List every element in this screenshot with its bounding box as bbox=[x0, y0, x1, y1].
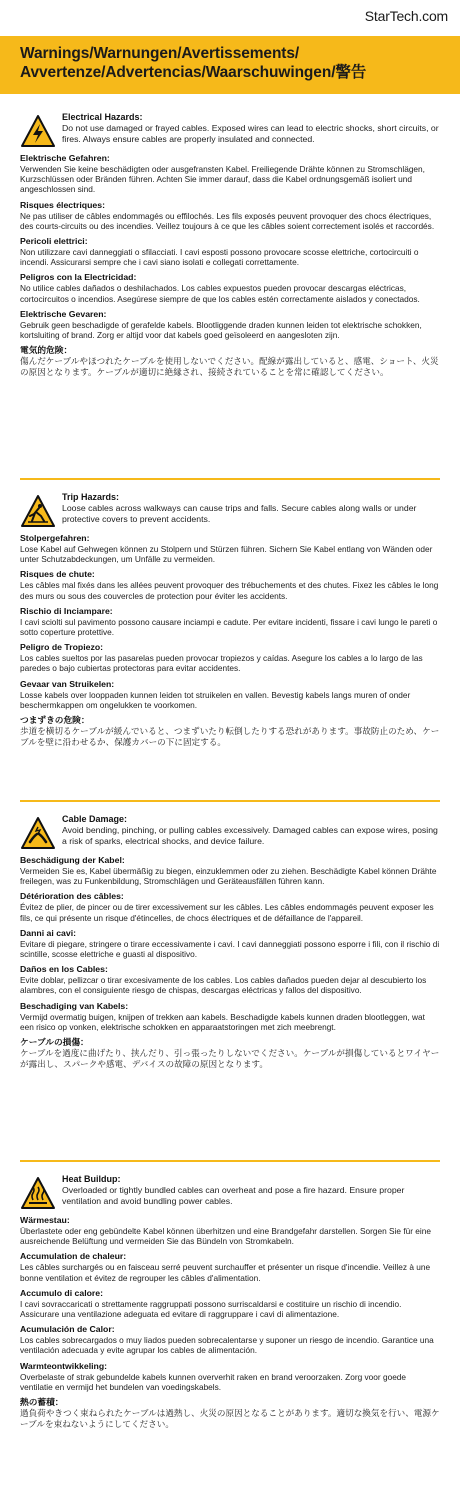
lang-block-nl bbox=[20, 1361, 440, 1392]
block-text: Ne pas utiliser de câbles endommagés ou effilochés. Les fils exposés peuvent provoquer des chocs électriques, des courts-circuits ou des incendies. Veillez toujours à ce que les câbles soient correctement isolés et raccordés. bbox=[20, 210, 435, 231]
block-text: 傷んだケーブルやほつれたケーブルを使用しないでください。配線が露出していると、感電、ショート、火災の原因となります。ケーブルが適切に絶縁され、接続されていることを常に確認してください。 bbox=[20, 356, 439, 378]
block-title: Détérioration des câbles: bbox=[20, 891, 124, 902]
lang-block-es bbox=[20, 272, 440, 303]
lang-block-nl bbox=[20, 679, 440, 710]
block-title: Wärmestau: bbox=[20, 1215, 70, 1225]
block-text: I cavi sovraccaricati o strettamente raggruppati possono surriscaldarsi e costituire un rischio di incendio. Assicurare una ventilazione adeguata ed evitare di raggruppare i cavi di alimentazione. bbox=[20, 1298, 402, 1320]
logo-suffix: .com bbox=[418, 8, 448, 24]
block-title: Accumulo di calore: bbox=[20, 1287, 104, 1298]
lang-block-ja bbox=[20, 345, 440, 378]
brand-logo bbox=[365, 8, 448, 24]
block-title: Rischio di Inciampare: bbox=[20, 605, 113, 616]
block-title: Accumulation de chaleur: bbox=[20, 1251, 127, 1262]
section-head bbox=[20, 814, 440, 850]
section-head bbox=[20, 492, 440, 528]
block-text: Lose Kabel auf Gehwegen können zu Stolpern und Stürzen führen. Sichern Sie Kabel entlang von Wänden oder unter Schutzabdeckungen, um Unfälle zu vermeiden. bbox=[20, 544, 433, 565]
block-title: Pericoli elettrici: bbox=[20, 236, 88, 247]
section-trip bbox=[20, 492, 440, 748]
lang-block-de bbox=[20, 153, 440, 195]
block-text: Verwenden Sie keine beschädigten oder ausgefransten Kabel. Freiliegende Drähte können zu Stromschlägen, Kurzschlüssen oder Bränden führen. Achten Sie immer darauf, dass die Kabel ordnungsgemäß isoliert und angeschlossen sind. bbox=[20, 164, 425, 195]
lang-block-de bbox=[20, 1215, 440, 1246]
block-text: 過負荷やきつく束ねられたケーブルは過熱し、火災の原因となることがあります。適切な換気を行い、電源ケーブルを束ねないようにしてください。 bbox=[20, 1408, 440, 1430]
section-head bbox=[20, 112, 440, 148]
section-text: Avoid bending, pinching, or pulling cables excessively. Damaged cables can expose wires, posing a risk of sparks, electrical shocks, and device failure. bbox=[62, 825, 438, 846]
block-title: つまずきの危険： bbox=[20, 715, 90, 726]
lang-block-ja bbox=[20, 1037, 440, 1070]
page-title-line-2: Avvertenze/Advertencias/Waarschuwingen/警告 bbox=[20, 64, 367, 81]
lang-block-ja bbox=[20, 1397, 440, 1430]
lang-block-fr bbox=[20, 891, 440, 922]
lang-block-es bbox=[20, 642, 440, 673]
section-head bbox=[20, 1174, 440, 1210]
block-text: Les câbles mal fixés dans les allées peuvent provoquer des trébuchements et des chutes. Fixez les câbles le long des murs ou sous des couvercles de protection pour éviter les accidents. bbox=[20, 580, 439, 601]
lang-block-nl bbox=[20, 309, 440, 340]
block-text: ケーブルを過度に曲げたり、挟んだり、引っ張ったりしないでください。ケーブルが損傷しているとワイヤーが露出し、スパークや感電、デバイスの故障の原因となります。 bbox=[20, 1048, 440, 1070]
section-text: Do not use damaged or frayed cables. Exposed wires can lead to electric shocks, short circuits, or fires. Always ensure cables are properly insulated and connected. bbox=[62, 123, 439, 144]
block-text: Los cables sueltos por las pasarelas pueden provocar tropiezos y caídas. Asegure los cables a lo largo de las paredes o bajo cubiertas protectoras para evitar accidentes. bbox=[20, 653, 423, 674]
lang-block-it bbox=[20, 606, 440, 637]
lang-block-fr bbox=[20, 569, 440, 600]
section-text: Loose cables across walkways can cause trips and falls. Secure cables along walls or under protective covers to prevent accidents. bbox=[62, 503, 417, 524]
section-title: Heat Buildup: bbox=[62, 1174, 121, 1184]
block-title: Acumulación de Calor: bbox=[20, 1324, 115, 1335]
lang-block-fr bbox=[20, 1251, 440, 1282]
section-divider bbox=[20, 1160, 440, 1162]
logo-text: StarTech bbox=[364, 8, 419, 24]
block-text: Losse kabels over looppaden kunnen leiden tot struikelen en vallen. Bevestig kabels langs muren of onder beschermkappen om ongelukken te voorkomen. bbox=[20, 689, 411, 710]
section-title: Trip Hazards: bbox=[62, 492, 120, 502]
block-title: 熱の蓄積： bbox=[20, 1397, 64, 1408]
block-title: Danni ai cavi: bbox=[20, 927, 77, 938]
lang-block-it bbox=[20, 1288, 440, 1319]
block-title: Warmteontwikkeling: bbox=[20, 1360, 108, 1371]
block-title: Elektrische Gevaren: bbox=[20, 308, 107, 319]
block-title: Beschädigung der Kabel: bbox=[20, 855, 125, 865]
lang-block-nl bbox=[20, 1001, 440, 1032]
block-title: 電気的危険： bbox=[20, 345, 73, 356]
block-text: Gebruik geen beschadigde of gerafelde kabels. Blootliggende draden kunnen leiden tot elektrische schokken, kortsluiting of brand. Zorg er altijd voor dat kabels goed geïsoleerd en aangesloten zijn. bbox=[20, 319, 422, 341]
section-electrical bbox=[20, 112, 440, 378]
lang-block-fr bbox=[20, 200, 440, 231]
lang-block-es bbox=[20, 1324, 440, 1355]
block-text: I cavi sciolti sul pavimento possono causare inciampi e cadute. Per evitare incidenti, fissare i cavi lungo le pareti o sotto coperture protettive. bbox=[20, 616, 438, 638]
block-text: Non utilizzare cavi danneggiati o sfilacciati. I cavi esposti possono provocare scosse elettriche, cortocircuiti o incendi. Assicurarsi sempre che i cavi siano isolati e collegati correttamente. bbox=[20, 247, 419, 268]
block-text: Los cables sobrecargados o muy liados pueden sobrecalentarse y suponer un riesgo de incendio. Garantice una ventilación adecuada y evite agrupar los cables de alimentación. bbox=[20, 1335, 434, 1356]
section-heat bbox=[20, 1174, 440, 1430]
lang-block-de bbox=[20, 855, 440, 886]
block-title: Elektrische Gefahren: bbox=[20, 153, 110, 163]
block-text: Les câbles surchargés ou en faisceau serré peuvent surchauffer et présenter un risque d'incendie. Veillez à une bonne ventilation et évitez de regrouper les câbles d'alimentation. bbox=[20, 1262, 431, 1283]
title-banner bbox=[0, 36, 460, 94]
block-title: ケーブルの損傷： bbox=[20, 1037, 89, 1048]
block-text: Vermeiden Sie es, Kabel übermäßig zu biegen, einzuklemmen oder zu ziehen. Beschädigte Kabel können Drähte freilegen, was zu Funkenbildung, Stromschlägen und Geräteausfällen führen kann. bbox=[20, 866, 437, 887]
block-text: Überlastete oder eng gebündelte Kabel können überhitzen und eine Brandgefahr darstellen. Sorgen Sie für eine ausreichende Belüftung und vermeiden Sie das Bündeln von Stromkabeln. bbox=[20, 1226, 431, 1247]
lang-block-es bbox=[20, 964, 440, 995]
block-text: 歩道を横切るケーブルが緩んでいると、つまずいたり転倒したりする恐れがあります。事故防止のため、ケーブルを壁に沿わせるか、保護カバーの下に固定する。 bbox=[20, 726, 440, 748]
section-title: Electrical Hazards: bbox=[62, 112, 143, 122]
block-title: Peligros con la Electricidad: bbox=[20, 272, 137, 283]
section-cable-damage bbox=[20, 814, 440, 1070]
block-title: Stolpergefahren: bbox=[20, 533, 90, 543]
section-title: Cable Damage: bbox=[62, 814, 128, 824]
lang-block-it bbox=[20, 236, 440, 267]
block-title: Daños en los Cables: bbox=[20, 964, 108, 975]
lang-block-ja bbox=[20, 715, 440, 748]
block-title: Risques électriques: bbox=[20, 199, 105, 210]
section-text: Overloaded or tightly bundled cables can overheat and pose a fire hazard. Ensure proper ventilation and avoid bundling power cables. bbox=[62, 1185, 405, 1206]
electrical-hazard-icon bbox=[20, 114, 56, 148]
block-text: No utilice cables dañados o deshilachados. Los cables expuestos pueden provocar descargas eléctricas, cortocircuitos o incendios. Asegúrese siempre de que los cables estén correctamente aislados y conectados. bbox=[20, 283, 420, 304]
block-text: Evite doblar, pellizcar o tirar excesivamente de los cables. Los cables dañados pueden dejar al descubierto los alambres, con el consiguiente riesgo de chispas, descargas eléctricas y fallos del dispositivo. bbox=[20, 975, 427, 996]
block-text: Overbelaste of strak gebundelde kabels kunnen oververhit raken en brand veroorzaken. Zorg voor goede ventilatie en vermijd het bundelen van voedingskabels. bbox=[20, 1371, 407, 1392]
block-text: Vermijd overmatig buigen, knijpen of trekken aan kabels. Beschadigde kabels kunnen draden blootleggen, wat een risico op vonken, elektrische schokken en apparaatstoringen met zich meebrengt. bbox=[20, 1011, 425, 1032]
block-title: Beschadiging van Kabels: bbox=[20, 1000, 129, 1011]
block-title: Peligro de Tropiezo: bbox=[20, 642, 104, 653]
page-title-line-1: Warnings/Warnungen/Avertissements/ bbox=[20, 45, 300, 62]
block-text: Evitare di piegare, stringere o tirare eccessivamente i cavi. I cavi danneggiati possono esporre i fili, con il rischio di scintille, scosse elettriche e guasti al dispositivo. bbox=[20, 938, 440, 960]
block-title: Risques de chute: bbox=[20, 569, 95, 580]
trip-hazard-icon bbox=[20, 494, 56, 528]
block-title: Gevaar van Struikelen: bbox=[20, 678, 115, 689]
cable-damage-icon bbox=[20, 816, 56, 850]
heat-buildup-icon bbox=[20, 1176, 56, 1210]
section-divider bbox=[20, 800, 440, 802]
block-text: Évitez de plier, de pincer ou de tirer excessivement sur les câbles. Les câbles endommagés peuvent exposer les fils, ce qui présente un risque d'étincelles, de chocs électriques et de défaillance de l'appareil. bbox=[20, 902, 434, 923]
section-divider bbox=[20, 478, 440, 480]
lang-block-it bbox=[20, 928, 440, 959]
lang-block-de bbox=[20, 533, 440, 564]
